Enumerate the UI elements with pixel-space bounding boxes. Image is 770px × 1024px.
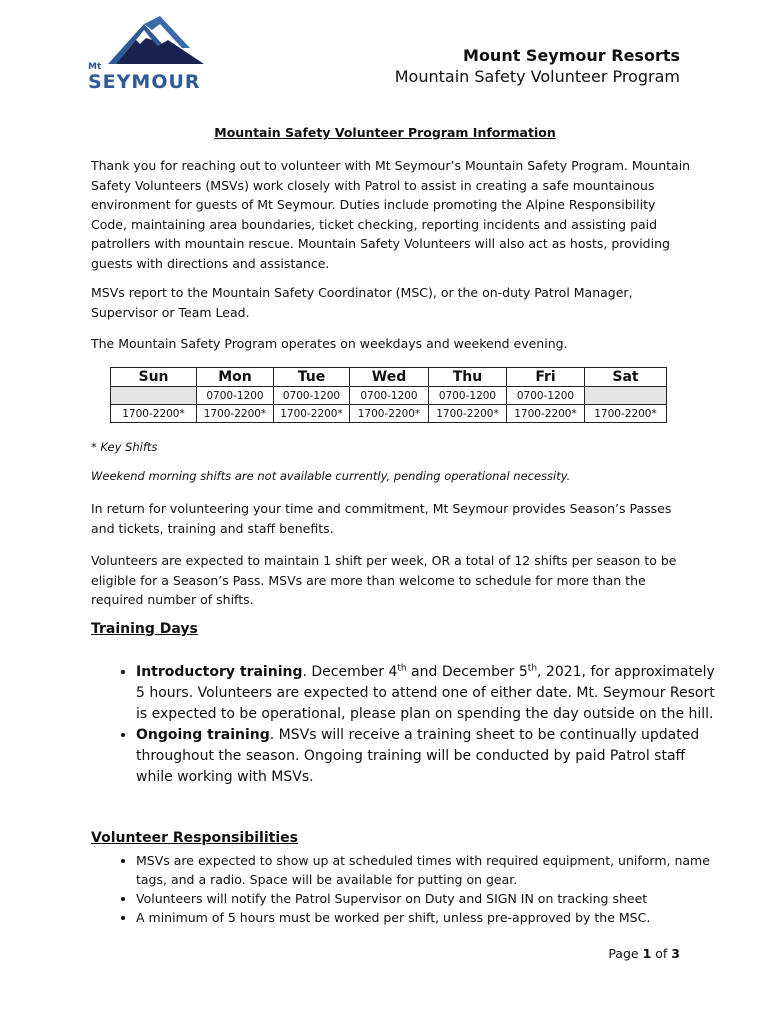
list-item: • Volunteers will notify the Patrol Supervisor on Duty and SIGN IN on tracking sheet xyxy=(136,889,726,908)
of-word: of xyxy=(655,946,668,961)
intro-paragraph: Thank you for reaching out to volunteer with Mt Seymour’s Mountain Safety Program. Mountain Safety Volunteers (MSVs) work closely with Patrol to assist in creating a safe mountainous environment for guests of Mt Seymour. Duties include promoting the Alpine Responsibility Code, maintaining area boundaries, ticket checking, reporting incidents and assisting paid patrollers with mountain rescue. Mountain Safety Volunteers will also act as hosts, providing guests with directions and assistance. xyxy=(91,158,691,271)
ordinal-suffix: th xyxy=(397,663,407,674)
item-text: , 2021, for approximately 5 hours. Volunteers are expected to attend one of either date. Mt. Seymour Resort is expected to be operational, please plan on spending the day outside on the hill. xyxy=(136,664,715,722)
list-item: • A minimum of 5 hours must be worked per shift, unless pre-approved by the MSC. xyxy=(136,908,726,927)
ordinal-suffix: th xyxy=(527,663,538,674)
current-page: 1 xyxy=(642,946,652,961)
shift-cell: 0700-1200 xyxy=(429,387,507,405)
list-item xyxy=(136,662,726,725)
shift-cell: 0700-1200 xyxy=(350,387,429,405)
expectations-paragraph: Volunteers are expected to maintain 1 shift per week, OR a total of 12 shifts per season to be eligible for a Season’s Pass. MSVs are more than welcome to schedule for more than the required number of shifts. xyxy=(91,553,677,607)
mt-seymour-logo xyxy=(86,16,231,94)
reporting-paragraph: MSVs report to the Mountain Safety Coordinator (MSC), or the on-duty Patrol Manager, Supervisor or Team Lead. xyxy=(91,285,633,320)
shift-cell: 1700-2200* xyxy=(274,405,350,423)
responsibilities-list xyxy=(91,851,726,927)
item-text: . December 4 xyxy=(302,664,398,680)
org-name: Mount Seymour Resorts xyxy=(463,46,680,65)
morning-shift-row xyxy=(111,387,667,405)
weekend-note: Weekend morning shifts are not available currently, pending operational necessity. xyxy=(91,469,571,483)
logo-small-text: Mt xyxy=(88,62,102,72)
shift-cell: 0700-1200 xyxy=(274,387,350,405)
day-header: Tue xyxy=(274,368,350,387)
day-header: Sat xyxy=(585,368,667,387)
list-item: • MSVs are expected to show up at scheduled times with required equipment, uniform, name tags, and a radio. Space will be available for putting on gear. xyxy=(136,851,726,889)
shift-schedule-table xyxy=(110,367,667,423)
evening-shift-row xyxy=(111,405,667,423)
benefits-paragraph: In return for volunteering your time and commitment, Mt Seymour provides Season’s Passes and tickets, training and staff benefits. xyxy=(91,501,672,536)
day-header: Sun xyxy=(111,368,197,387)
shift-cell-unavailable xyxy=(111,387,197,405)
training-days-heading: Training Days xyxy=(91,621,198,637)
shift-cell: 1700-2200* xyxy=(197,405,274,423)
day-header: Wed xyxy=(350,368,429,387)
training-list xyxy=(91,662,726,788)
shift-cell: 0700-1200 xyxy=(197,387,274,405)
document-title: Mountain Safety Volunteer Program Information xyxy=(214,125,556,140)
list-item xyxy=(136,725,726,788)
shift-cell: 0700-1200 xyxy=(507,387,585,405)
page-word: Page xyxy=(608,946,639,961)
day-header: Thu xyxy=(429,368,507,387)
shift-cell: 1700-2200* xyxy=(585,405,667,423)
day-header: Mon xyxy=(197,368,274,387)
key-shifts-note: * Key Shifts xyxy=(91,440,158,454)
shift-cell: 1700-2200* xyxy=(429,405,507,423)
program-name: Mountain Safety Volunteer Program xyxy=(394,67,680,86)
item-lead: Ongoing training xyxy=(136,727,270,743)
item-text: and December 5 xyxy=(406,664,528,680)
day-header: Fri xyxy=(507,368,585,387)
shift-cell: 1700-2200* xyxy=(507,405,585,423)
logo-large-text: SEYMOUR xyxy=(88,71,201,93)
total-pages: 3 xyxy=(671,946,680,961)
shift-cell: 1700-2200* xyxy=(111,405,197,423)
item-text: . MSVs will receive a training sheet to be continually updated throughout the season. Ongoing training will be conducted by paid Patrol staff while working with MSVs. xyxy=(136,727,700,785)
schedule-header-row xyxy=(111,368,667,387)
shift-cell-unavailable xyxy=(585,387,667,405)
shift-cell: 1700-2200* xyxy=(350,405,429,423)
responsibilities-heading: Volunteer Responsibilities xyxy=(91,830,298,846)
page-number xyxy=(608,946,680,961)
item-lead: Introductory training xyxy=(136,664,303,680)
operating-paragraph: The Mountain Safety Program operates on weekdays and weekend evening. xyxy=(91,336,568,351)
